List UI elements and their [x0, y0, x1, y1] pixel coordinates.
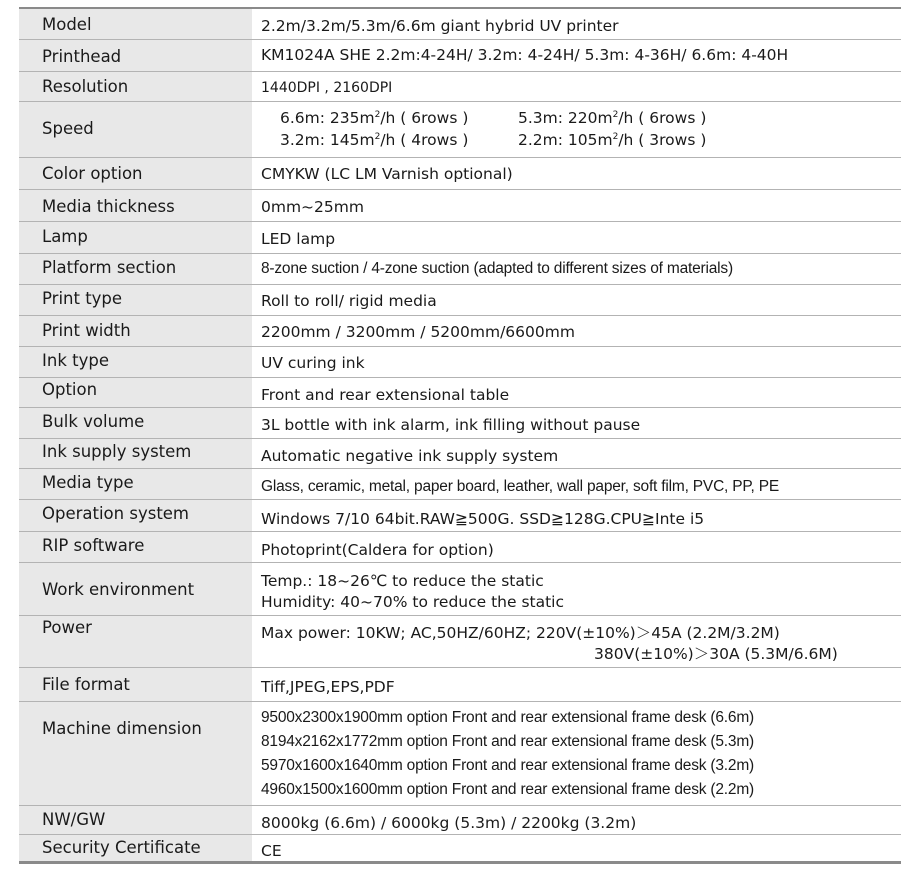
value-nw-gw: 8000kg (6.6m) / 6000kg (5.3m) / 2200kg (3.2m)	[261, 814, 637, 832]
value-file-format: Tiff,JPEG,EPS,PDF	[261, 678, 395, 696]
value-rip-software: Photoprint(Caldera for option)	[261, 541, 494, 559]
label-platform-section: Platform section	[42, 258, 177, 277]
speed-6-6m: 6.6m: $235m^2/h$ ( 6rows )	[280, 109, 469, 127]
speed-3-2m: 3.2m: $145m^2/h$ ( 4rows )	[280, 131, 469, 149]
value-model: 2.2m/3.2m/5.3m/6.6m giant hybrid UV printer	[261, 17, 619, 35]
value-dimension-5-3m: 8194x2162x1772mm option Front and rear extensional frame desk (5.3m)	[261, 733, 755, 750]
value-media-type: Glass, ceramic, metal, paper board, leather, wall paper, soft film, PVC, PP, PE	[261, 478, 780, 495]
bottom-rule	[19, 861, 901, 864]
value-security-certificate: CE	[261, 842, 282, 860]
value-media-thickness: 0mm~25mm	[261, 198, 364, 216]
label-work-environment: Work environment	[42, 580, 195, 599]
value-resolution: 1440DPI , 2160DPI	[261, 80, 393, 96]
value-ink-type: UV curing ink	[261, 354, 365, 372]
label-speed: Speed	[42, 119, 94, 138]
label-printhead: Printhead	[42, 47, 122, 66]
label-bulk-volume: Bulk volume	[42, 412, 145, 431]
label-operation-system: Operation system	[42, 504, 190, 523]
value-power-line2: 380V(±10%)＞30A (5.3M/6.6M)	[594, 645, 838, 663]
speed-2-2m: 2.2m: $105m^2/h$ ( 3rows )	[518, 131, 707, 149]
value-power-line1: Max power: 10KW; AC,50HZ/60HZ; 220V(±10%)＞45A (2.2M/3.2M)	[261, 624, 780, 642]
label-media-type: Media type	[42, 473, 134, 492]
value-platform-section: 8-zone suction / 4-zone suction (adapted to different sizes of materials)	[261, 260, 733, 277]
label-nw-gw: NW/GW	[42, 810, 106, 829]
label-ink-supply-system: Ink supply system	[42, 442, 192, 461]
label-print-width: Print width	[42, 321, 131, 340]
label-rip-software: RIP software	[42, 536, 145, 555]
value-work-environment-humidity: Humidity: 40~70% to reduce the static	[261, 593, 565, 611]
value-dimension-2-2m: 4960x1500x1600mm option Front and rear extensional frame desk (2.2m)	[261, 781, 755, 798]
label-color-option: Color option	[42, 164, 143, 183]
label-model: Model	[42, 15, 92, 34]
label-option: Option	[42, 380, 98, 399]
value-operation-system: Windows 7/10 64bit.RAW≧500G. SSD≧128G.CPU≧Inte i5	[261, 510, 705, 528]
label-resolution: Resolution	[42, 77, 129, 96]
value-bulk-volume: 3L bottle with ink alarm, ink filling without pause	[261, 416, 641, 434]
label-ink-type: Ink type	[42, 351, 109, 370]
value-color-option: CMYKW (LC LM Varnish optional)	[261, 165, 513, 183]
value-print-type: Roll to roll/ rigid media	[261, 292, 437, 310]
value-dimension-6-6m: 9500x2300x1900mm option Front and rear extensional frame desk (6.6m)	[261, 709, 755, 726]
value-lamp: LED lamp	[261, 230, 336, 248]
speed-5-3m: 5.3m: $220m^2/h$ ( 6rows )	[518, 109, 707, 127]
label-machine-dimension: Machine dimension	[42, 719, 202, 738]
label-media-thickness: Media thickness	[42, 197, 175, 216]
value-work-environment-temp: Temp.: 18~26℃ to reduce the static	[261, 572, 544, 590]
label-power: Power	[42, 618, 92, 637]
value-option: Front and rear extensional table	[261, 386, 510, 404]
label-lamp: Lamp	[42, 227, 88, 246]
label-print-type: Print type	[42, 289, 123, 308]
value-print-width: 2200mm / 3200mm / 5200mm/6600mm	[261, 323, 575, 341]
value-dimension-3-2m: 5970x1600x1640mm option Front and rear extensional frame desk (3.2m)	[261, 757, 755, 774]
label-file-format: File format	[42, 675, 130, 694]
value-ink-supply-system: Automatic negative ink supply system	[261, 447, 559, 465]
label-security-certificate: Security Certificate	[42, 838, 201, 857]
value-printhead: KM1024A SHE 2.2m:4-24H/ 3.2m: 4-24H/ 5.3m: 4-36H/ 6.6m: 4-40H	[261, 46, 789, 64]
